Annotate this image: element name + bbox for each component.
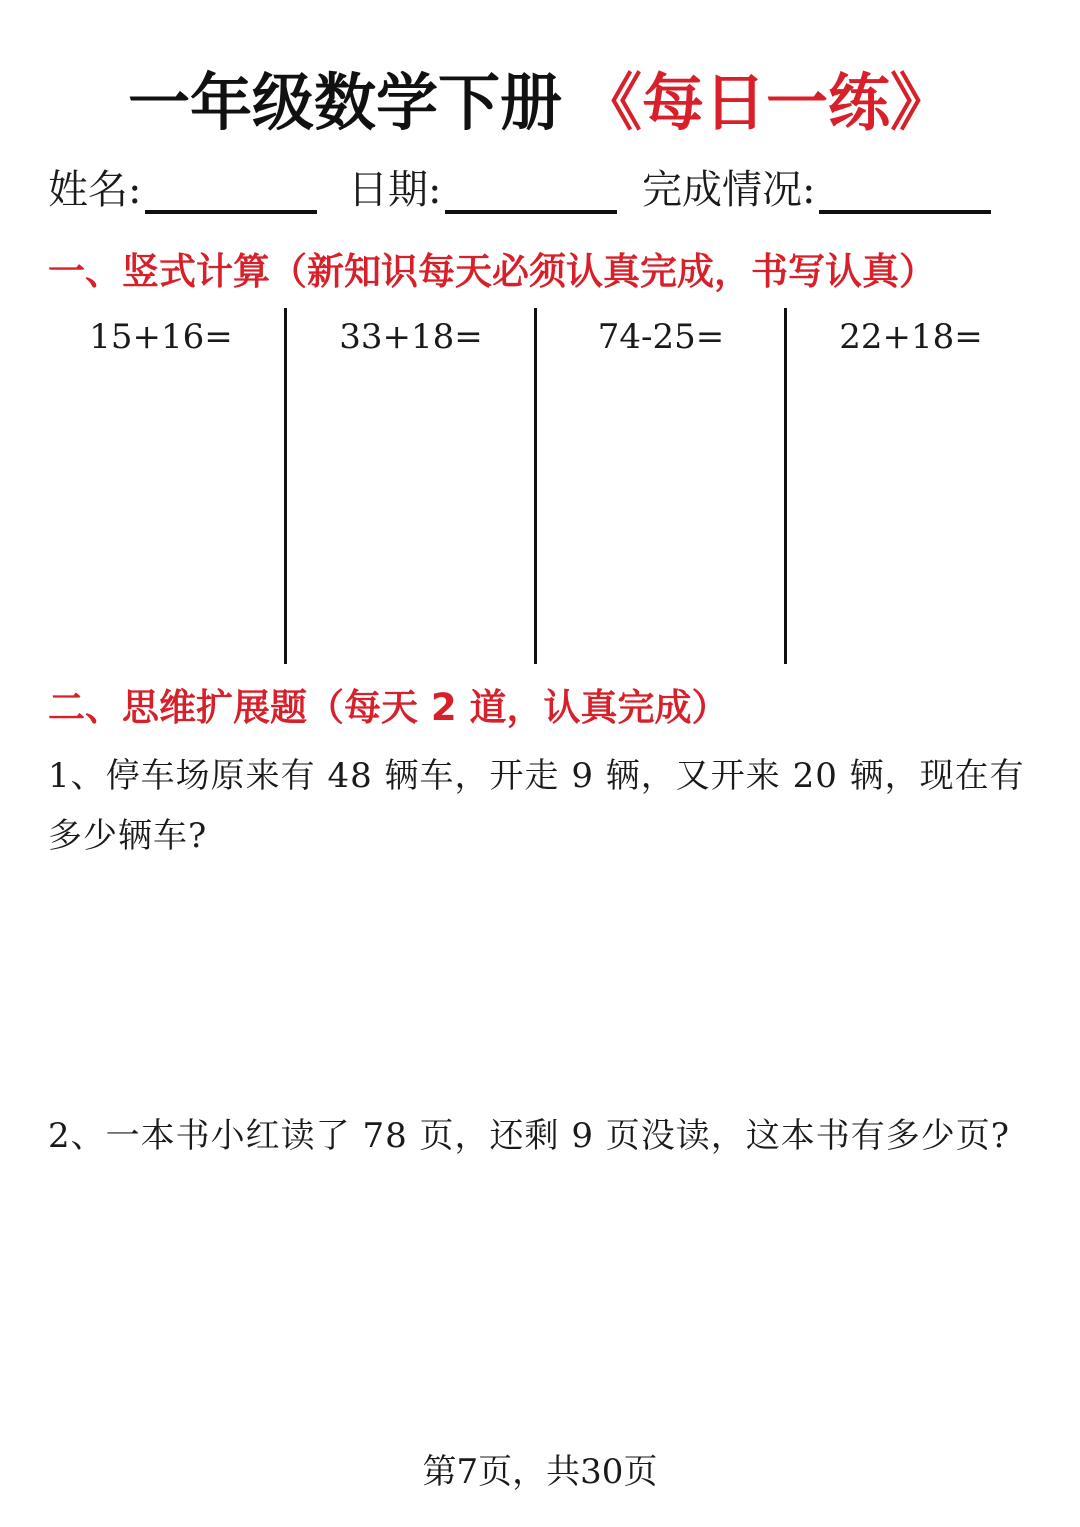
calc-expression: 33+18= xyxy=(339,317,483,357)
word-problem-2: 2、一本书小红读了 78 页，还剩 9 页没读，这本书有多少页? xyxy=(48,1116,1010,1156)
calc-cell[interactable] xyxy=(36,306,286,666)
calc-expression: 74-25= xyxy=(597,317,725,357)
name-blank-line[interactable] xyxy=(145,166,317,214)
calc-cell[interactable] xyxy=(286,306,536,666)
calc-expression: 15+16= xyxy=(89,317,233,357)
name-label: 姓名: xyxy=(48,167,142,213)
worksheet-title xyxy=(0,58,1080,148)
calc-cell[interactable] xyxy=(536,306,786,666)
name-field[interactable] xyxy=(48,160,317,220)
date-blank-line[interactable] xyxy=(445,166,617,214)
date-label: 日期: xyxy=(348,167,442,213)
word-problem-1: 1、停车场原来有 48 辆车，开走 9 辆，又开来 20 辆，现在有多少辆车? xyxy=(48,756,1025,856)
title-accent: 《每日一练》 xyxy=(580,66,953,139)
title-main: 一年级数学下册 xyxy=(127,66,562,139)
completion-label: 完成情况: xyxy=(642,167,816,213)
student-info-row xyxy=(48,160,1038,220)
completion-field[interactable] xyxy=(642,160,991,220)
date-field[interactable] xyxy=(348,160,617,220)
vertical-calculation-area xyxy=(36,306,1036,666)
section-vertical-calculation-heading: 一、竖式计算（新知识每天必须认真完成，书写认真） xyxy=(48,250,936,293)
calc-expression: 22+18= xyxy=(839,317,983,357)
calc-cell[interactable] xyxy=(786,306,1036,666)
section-thinking-extension-heading: 二、思维扩展题（每天 2 道，认真完成） xyxy=(48,686,729,729)
completion-blank-line[interactable] xyxy=(819,166,991,214)
page-number: 第7页，共30页 xyxy=(422,1452,658,1492)
